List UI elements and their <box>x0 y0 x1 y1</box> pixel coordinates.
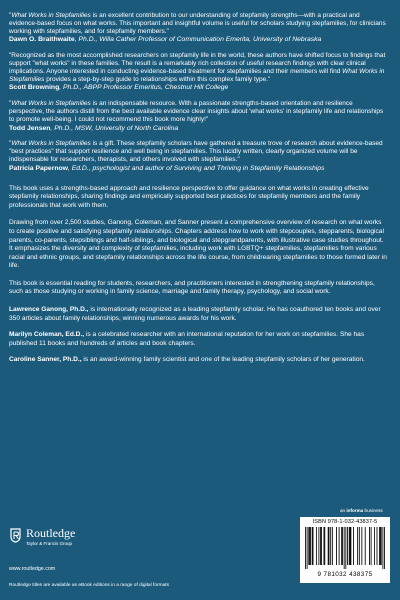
barcode-bar <box>324 527 325 565</box>
endorsement <box>9 12 387 44</box>
barcode-bar <box>379 527 380 565</box>
endorsement-attribution <box>9 84 387 92</box>
barcode-bar <box>344 527 345 569</box>
barcode-bar <box>359 527 360 565</box>
author-name: Marilyn Coleman, Ed.D., <box>9 331 85 339</box>
description-paragraph: This book is essential reading for students, researchers, and practitioners interested in strengthening stepfamily relationships, such as those studying or working in family science, marriage and family therapy, psychology, and social work. <box>9 279 375 296</box>
barcode-bar <box>309 527 310 565</box>
back-cover-text <box>9 12 387 373</box>
description-paragraph: Drawing from over 2,500 studies, Ganong, Coleman, and Sanner present a comprehensive overview of research on what works to create positive and satisfying stepfamily relationships. Chapters address how to work with stepcouples, stepparents, biological parents, co-parents, stepsiblings and half-siblings, and biological and stepgrandparents, with illustrative case studies throughout. It emphasizes the diversity and complexity of stepfamilies, including work with LGBTQ+ stepfamilies, stepfamilies from various racial and ethnic groups, and stepfamily relationships across the life course, from childrearing stepfamilies to those formed later in life. <box>9 219 387 270</box>
barcode-bar <box>321 527 322 565</box>
barcode-bar <box>374 527 375 565</box>
barcode-bar <box>328 527 329 565</box>
barcode-bar <box>349 527 350 565</box>
barcode-bar <box>353 527 354 565</box>
endorsement <box>9 140 387 172</box>
barcode-bar <box>330 527 331 565</box>
barcode-bar <box>365 527 366 565</box>
informa-business-label: an informa business <box>340 508 383 513</box>
endorser-credentials: , Ph.D., ABPP Professor Emeritus, Chestnut Hill College <box>59 84 229 92</box>
barcode-bar <box>305 527 306 569</box>
barcode-bar <box>339 527 340 565</box>
barcode-bar <box>312 527 313 565</box>
barcode-bar <box>347 527 348 565</box>
barcode-bar <box>357 527 358 565</box>
endorsement-attribution <box>9 165 387 173</box>
routledge-logo-icon <box>9 528 22 543</box>
endorser-name: Todd Jensen <box>9 124 51 132</box>
barcode-panel <box>300 517 390 583</box>
endorsement-quote: "What Works in Stepfamilies is a gift. These stepfamily scholars have gathered a treasure trove of research about evidence-based "best practices" that support resilience and well being in stepfamilies. This lucidly written, clearly organized volume will be indispensable for researchers, therapists, and others involved with stepfamilies." <box>9 140 383 163</box>
barcode-bar <box>308 527 309 565</box>
barcode-bar <box>342 527 343 565</box>
barcode-bar <box>371 527 372 565</box>
barcode-bar <box>384 527 385 569</box>
endorsement <box>9 52 387 92</box>
barcode-bar <box>310 527 311 565</box>
barcode-bar <box>318 527 319 565</box>
barcode-bar <box>377 527 378 565</box>
publisher-logo <box>26 527 75 547</box>
barcode-icon <box>305 527 385 569</box>
barcode-bar <box>332 527 333 565</box>
publisher-group: Taylor & Francis Group <box>26 541 73 546</box>
barcode-bar <box>350 527 351 565</box>
author-bio: Lawrence Ganong, Ph.D., is internationally recognized as a leading stepfamily scholar. He has coauthored ten books and over 350 articles about family relationships, winning numerous awards for his work. <box>9 306 381 322</box>
barcode-bar <box>320 527 321 565</box>
barcode-bar <box>345 527 346 569</box>
publisher-website: www.routledge.com <box>9 566 56 572</box>
barcode-bar <box>381 527 382 565</box>
endorser-credentials: , Ed.D., psychologist and author of Surviving and Thriving in Stepfamily Relationships <box>67 164 325 172</box>
barcode-bar <box>316 527 317 565</box>
endorser-name: Dawn O. Braithwaite <box>9 36 75 44</box>
endorsement-quote: "Recognized as the most accomplished researchers on stepfamily life in the world, these authors have shifted focus to findings that support "what works" in these families. The result is a remarkably rich collection of useful research findings with clear clinical implications. Anyone interested in conducting evidence-based treatment for stepfamilies and their members will find What Works in Stepfamilies provides a step-by-step guide to relationships within this complex family type." <box>9 52 386 83</box>
barcode-bar <box>369 527 370 565</box>
author-name: Lawrence Ganong, Ph.D., <box>9 306 89 314</box>
endorser-name: Patricia Papernow <box>9 164 68 172</box>
publisher-name: Routledge <box>26 526 76 540</box>
barcode-digits: 9 781032 438375 <box>317 571 373 578</box>
isbn-label: ISBN 978-1-032-43837-5 <box>312 519 378 525</box>
endorsement <box>9 100 387 132</box>
barcode-bar <box>380 527 381 565</box>
endorser-credentials: , Ph.D., Willa Cather Professor of Communication Emerita, University of Nebraska <box>74 36 322 44</box>
barcode-bar <box>382 527 383 569</box>
endorsement-attribution <box>9 125 387 133</box>
endorsement-quote: "What Works in Stepfamilies is an indispensable resource. With a passionate strengths-based orientation and resilience perspective, the authors distill from the best available evidence clear insights about 'what works' in stepfamily life and relationships to promote well-being. I could not recommend this book more highly!" <box>9 100 384 123</box>
description-paragraph: This book uses a strengths-based approach and resilience perspective to offer guidance on what works in creating effective stepfamily relationships, sharing findings and empirically supported best practices for stepfamily members and the family professionals that work with them. <box>9 184 369 209</box>
barcode-bar <box>307 527 308 569</box>
barcode-bar <box>336 527 337 565</box>
author-bio: Caroline Sanner, Ph.D., is an award-winning family scientist and one of the leading stepfamily scholars of her generation. <box>9 356 365 364</box>
ebook-note: Routledge titles are available as eBook editions in a range of digital formats <box>9 583 169 588</box>
author-bio: Marilyn Coleman, Ed.D., is a celebrated researcher with an international reputation for her work on stepfamilies. She has published 11 books and hundreds of articles and book chapters. <box>9 331 365 347</box>
barcode-bar <box>313 527 314 565</box>
barcode-bar <box>350 527 351 565</box>
endorsement-attribution <box>9 36 387 44</box>
barcode-bar <box>341 527 342 565</box>
endorser-credentials: , Ph.D., MSW, University of North Carolina <box>50 124 179 132</box>
endorsement-quote: "What Works in Stepfamilies is an excellent contribution to our understanding of stepfamily strengths—with a practical and evidence-based focus on what works. This important and insightful volume is useful for scholars studying stepfamilies, for clinicians working with stepfamilies, and for stepfamily members." <box>9 12 386 35</box>
barcode-bar <box>329 527 330 565</box>
endorser-name: Scott Browning <box>9 84 60 92</box>
barcode-bar <box>324 527 325 565</box>
barcode-bar <box>361 527 362 565</box>
author-name: Caroline Sanner, Ph.D., <box>9 356 82 364</box>
